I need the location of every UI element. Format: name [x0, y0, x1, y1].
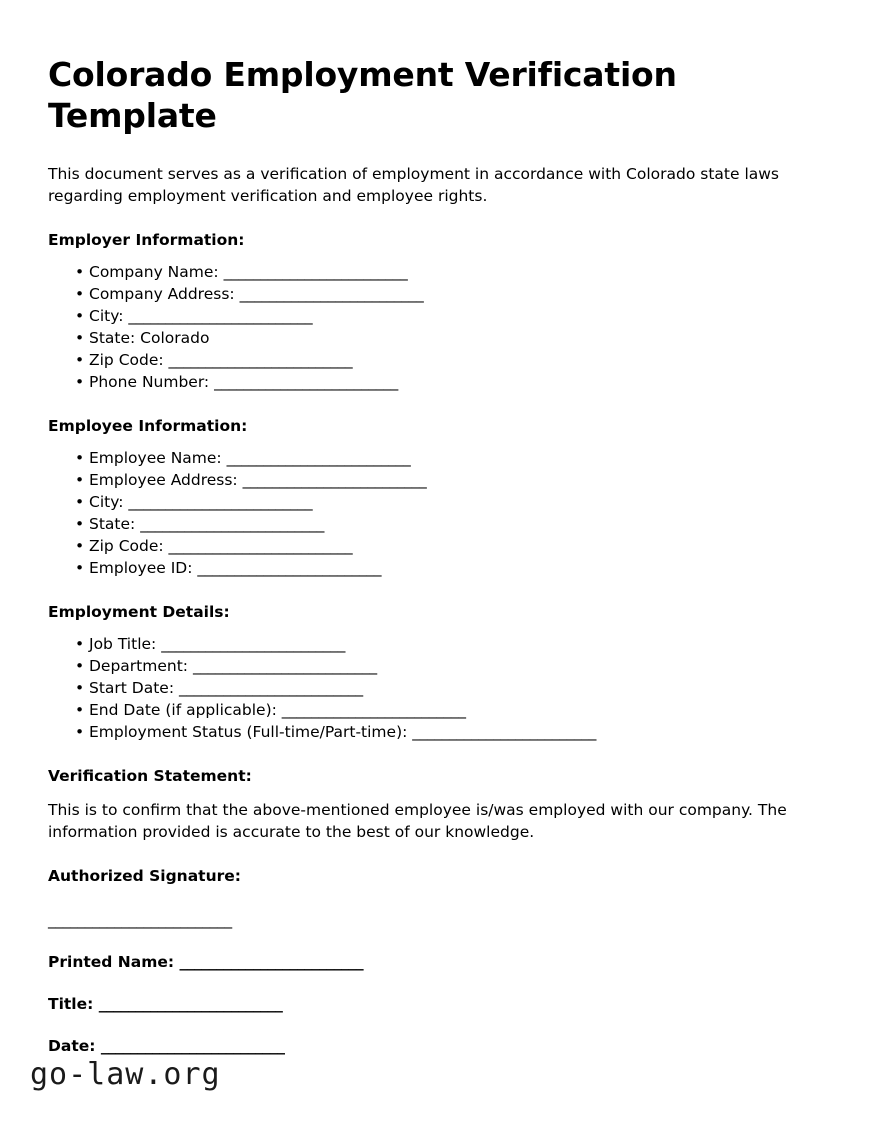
list-item — [48, 327, 830, 349]
field-label: State: — [89, 515, 136, 533]
list-item — [48, 371, 830, 393]
date-field — [48, 1035, 830, 1057]
list-item — [48, 633, 830, 655]
field-blank[interactable]: _________________________ — [98, 995, 283, 1013]
field-blank[interactable]: _________________________ — [179, 679, 363, 697]
field-label: Company Name: — [89, 263, 219, 281]
section-heading-employee-information: Employee Information: — [48, 417, 248, 435]
field-label: Title: — [48, 995, 94, 1013]
field-blank[interactable]: _________________________ — [223, 263, 408, 281]
title-field — [48, 993, 830, 1015]
signature-line[interactable]: _________________________ — [48, 911, 232, 929]
field-list-employer-information — [48, 261, 830, 393]
field-label: Employee Name: — [89, 449, 222, 467]
field-blank[interactable]: _________________________ — [179, 953, 364, 971]
field-label: Start Date: — [89, 679, 175, 697]
field-blank[interactable]: _________________________ — [168, 537, 353, 555]
section-heading-verification-statement: Verification Statement: — [48, 767, 252, 785]
field-label: Zip Code: — [89, 537, 164, 555]
field-label: End Date (if applicable): — [89, 701, 277, 719]
intro-paragraph: This document serves as a verification of employment in accordance with Colorado state laws regarding employment verification and employee rights. — [48, 165, 780, 205]
field-label: State: Colorado — [89, 329, 210, 347]
list-item — [48, 677, 830, 699]
section-heading-authorized-signature: Authorized Signature: — [48, 867, 241, 885]
field-blank[interactable]: _________________________ — [197, 559, 382, 577]
section-heading-employment-details: Employment Details: — [48, 603, 230, 621]
list-item — [48, 305, 830, 327]
field-blank[interactable]: _________________________ — [128, 307, 313, 325]
verification-statement-text: This is to confirm that the above-mentioned employee is/was employed with our company. The information provided is accurate to the best of our knowledge. — [48, 801, 787, 841]
field-label: City: — [89, 493, 124, 511]
list-item — [48, 557, 830, 579]
list-item — [48, 469, 830, 491]
page-title: Colorado Employment Verification Template — [48, 55, 677, 135]
field-label: Job Title: — [89, 635, 157, 653]
field-list-employment-details — [48, 633, 830, 743]
field-blank[interactable]: _________________________ — [412, 723, 597, 741]
list-item — [48, 349, 830, 371]
list-item — [48, 491, 830, 513]
list-item — [48, 699, 830, 721]
field-label: Employee ID: — [89, 559, 193, 577]
field-label: Phone Number: — [89, 373, 210, 391]
field-blank[interactable]: _________________________ — [242, 471, 427, 489]
field-list-employee-information — [48, 447, 830, 579]
list-item — [48, 261, 830, 283]
document-body — [48, 54, 830, 1057]
list-item — [48, 447, 830, 469]
field-blank[interactable]: _________________________ — [161, 635, 345, 653]
field-label: Printed Name: — [48, 953, 175, 971]
field-blank[interactable]: _________________________ — [214, 373, 398, 391]
field-blank[interactable]: _________________________ — [239, 285, 424, 303]
field-label: Zip Code: — [89, 351, 164, 369]
field-blank[interactable]: _________________________ — [192, 657, 377, 675]
list-item — [48, 721, 830, 743]
field-label: Department: — [89, 657, 189, 675]
field-label: Date: — [48, 1037, 96, 1055]
list-item — [48, 513, 830, 535]
field-blank[interactable]: _________________________ — [100, 1037, 285, 1055]
list-item — [48, 283, 830, 305]
field-blank[interactable]: _________________________ — [226, 449, 411, 467]
field-label: Employee Address: — [89, 471, 238, 489]
field-label: City: — [89, 307, 124, 325]
field-blank[interactable]: _________________________ — [281, 701, 466, 719]
field-label: Company Address: — [89, 285, 235, 303]
section-heading-employer-information: Employer Information: — [48, 231, 245, 249]
list-item — [48, 535, 830, 557]
field-blank[interactable]: _________________________ — [128, 493, 313, 511]
printed-name-field — [48, 951, 830, 973]
field-label: Employment Status (Full-time/Part-time): — [89, 723, 408, 741]
field-blank[interactable]: _________________________ — [168, 351, 353, 369]
field-blank[interactable]: _________________________ — [140, 515, 324, 533]
site-watermark: go-law.org — [30, 1057, 221, 1092]
list-item — [48, 655, 830, 677]
